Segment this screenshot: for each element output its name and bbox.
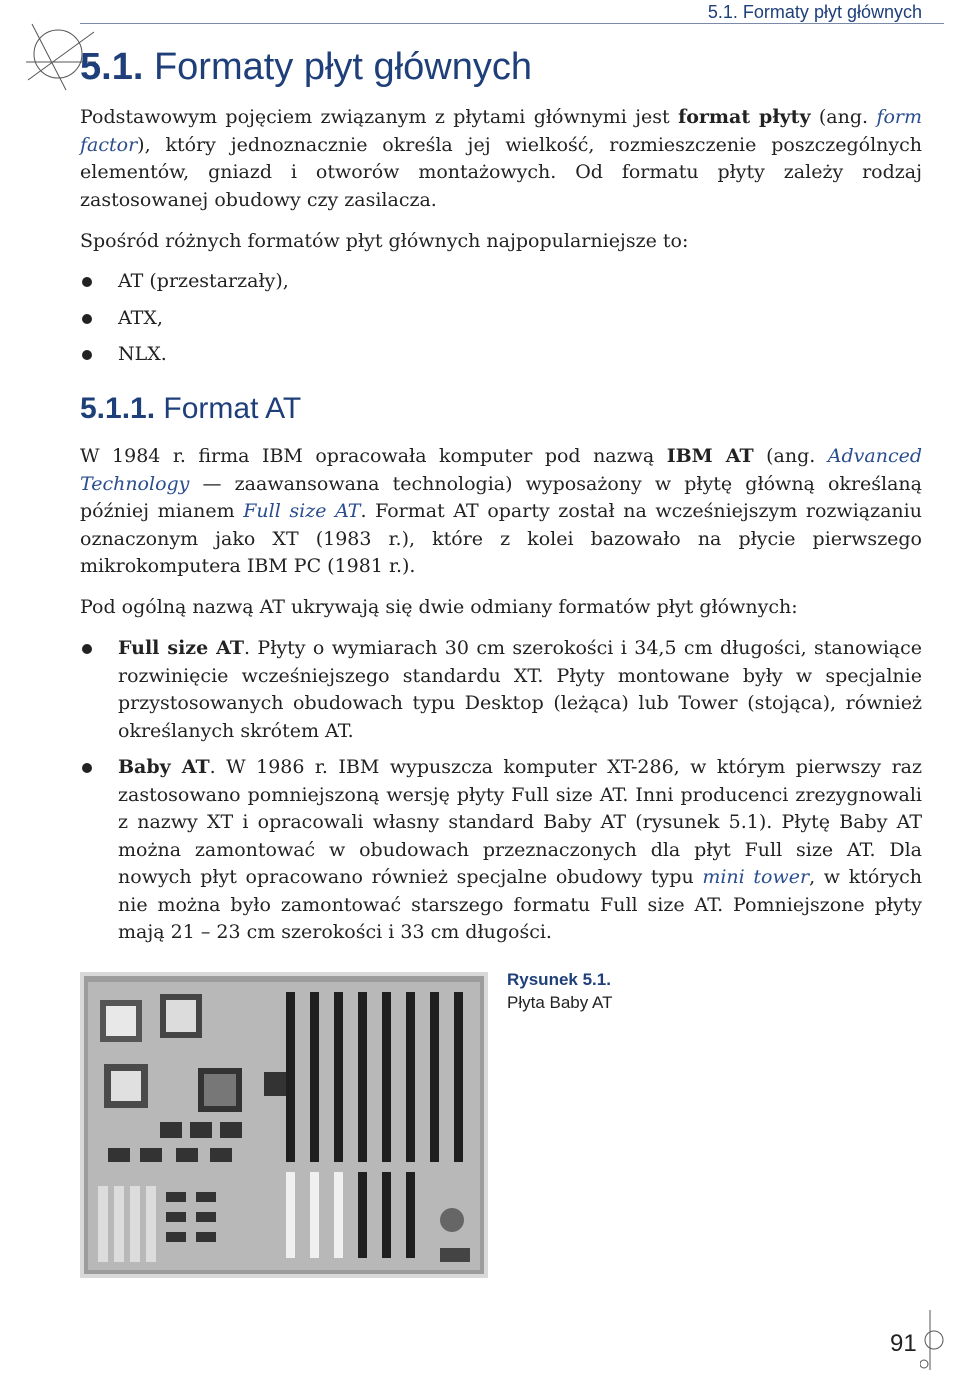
term-mini-tower: mini tower [702, 866, 810, 888]
list-item [80, 268, 922, 296]
section-text-2: (ang. [753, 445, 828, 467]
chapter-number: 5.1. [80, 46, 144, 88]
section-text-3: — zaawansowana technologia) wyposażony w płytę główną określaną później mianem [80, 472, 922, 522]
bullet-icon [82, 763, 92, 773]
formats-intro: Spośród różnych formatów płyt głównych najpopularniejsze to: [80, 230, 689, 252]
footer-compass-decoration [920, 1310, 950, 1370]
term-full-size-at: Full size AT [243, 500, 361, 522]
list-item-text: ATX, [118, 306, 163, 329]
chapter-title-text: Formaty płyt głównych [153, 46, 532, 88]
term-ibm-at: IBM AT [666, 445, 754, 467]
section-paragraph-2: Pod ogólną nazwą AT ukrywają się dwie odmiany formatów płyt głównych: [80, 596, 798, 618]
term-format-plyty: format płyty [678, 106, 811, 128]
figure-caption: Płyta Baby AT [507, 993, 613, 1012]
motherboard-photo [80, 972, 488, 1278]
formats-list [80, 268, 922, 369]
page-number: 91 [890, 1330, 917, 1357]
list-item-text: AT (przestarzały), [118, 270, 289, 292]
figure-label: Rysunek 5.1. [507, 970, 611, 989]
section-number: 5.1.1. [80, 392, 156, 425]
bullet-icon [82, 314, 92, 324]
intro-text-2: (ang. [810, 106, 877, 128]
term-advanced-technology: Advanced Technology [80, 445, 923, 495]
list-item-full-size-at [80, 635, 922, 745]
intro-paragraph [80, 104, 922, 214]
list-item-baby-at [80, 754, 922, 947]
section-text-1: W 1984 r. firma IBM opracowała komputer pod nazwą [80, 445, 667, 467]
bullet-icon [82, 350, 92, 360]
item-text-2: , w których nie można było zamontować starszego formatu Full size AT. Pomniejszone płyty mają 21 – 23 cm szerokości i 33 cm długości. [118, 866, 922, 943]
list-item [80, 341, 922, 369]
section-paragraph-1 [80, 443, 922, 581]
running-header: 5.1. Formaty płyt głównych [707, 2, 922, 22]
list-item-text: NLX. [118, 343, 167, 365]
bullet-icon [82, 277, 92, 287]
item-title: Baby AT [118, 756, 210, 778]
term-form-factor: form factor [80, 106, 923, 156]
intro-text-3: ), który jednoznacznie określa jej wielkość, rozmieszczenie poszczególnych elementów, gniazd i otworów montażowych. Od formatu płyty zależy rodzaj zastosowanej obudowy czy zasilacza. [80, 133, 922, 211]
item-title: Full size AT [118, 637, 244, 659]
header-rule [80, 23, 944, 24]
section-text-4: . Format AT oparty został na wcześniejszym rozwiązaniu oznaczonym jako XT (1983 r.), które z kolei bazowało na płycie pierwszego mikrokomputera IBM PC (1981 r.). [80, 500, 922, 577]
item-text: . W 1986 r. IBM wypuszcza komputer XT-286, w którym pierwszy raz zastosowano pomniejszoną wersję płyty Full size AT. Inni producenci zrezygnowali z nazwy XT i opracowali własny standard Baby AT (rysunek 5.1). Płytę Baby AT można zamontować w obudowach przeznaczonych dla płyt Full size AT. Dla nowych płyt opracowano również specjalne obudowy typu [118, 756, 923, 888]
intro-text-1: Podstawowym pojęciem związanym z płytami głównymi jest [80, 106, 679, 128]
section-title [80, 392, 301, 426]
item-text: . Płyty o wymiarach 30 cm szerokości i 34,5 cm długości, stanowiące rozwinięcie wcześniejszego standardu XT. Płyty montowane były w specjalnie przystosowanych obudowach typu Desktop (leżąca) lub Tower (stojąca), również określanych skrótem AT. [118, 637, 922, 742]
chapter-title [80, 46, 532, 89]
section-title-text: Format AT [163, 392, 302, 425]
at-variants-list [80, 635, 922, 947]
list-item [80, 305, 922, 333]
bullet-icon [82, 644, 92, 654]
